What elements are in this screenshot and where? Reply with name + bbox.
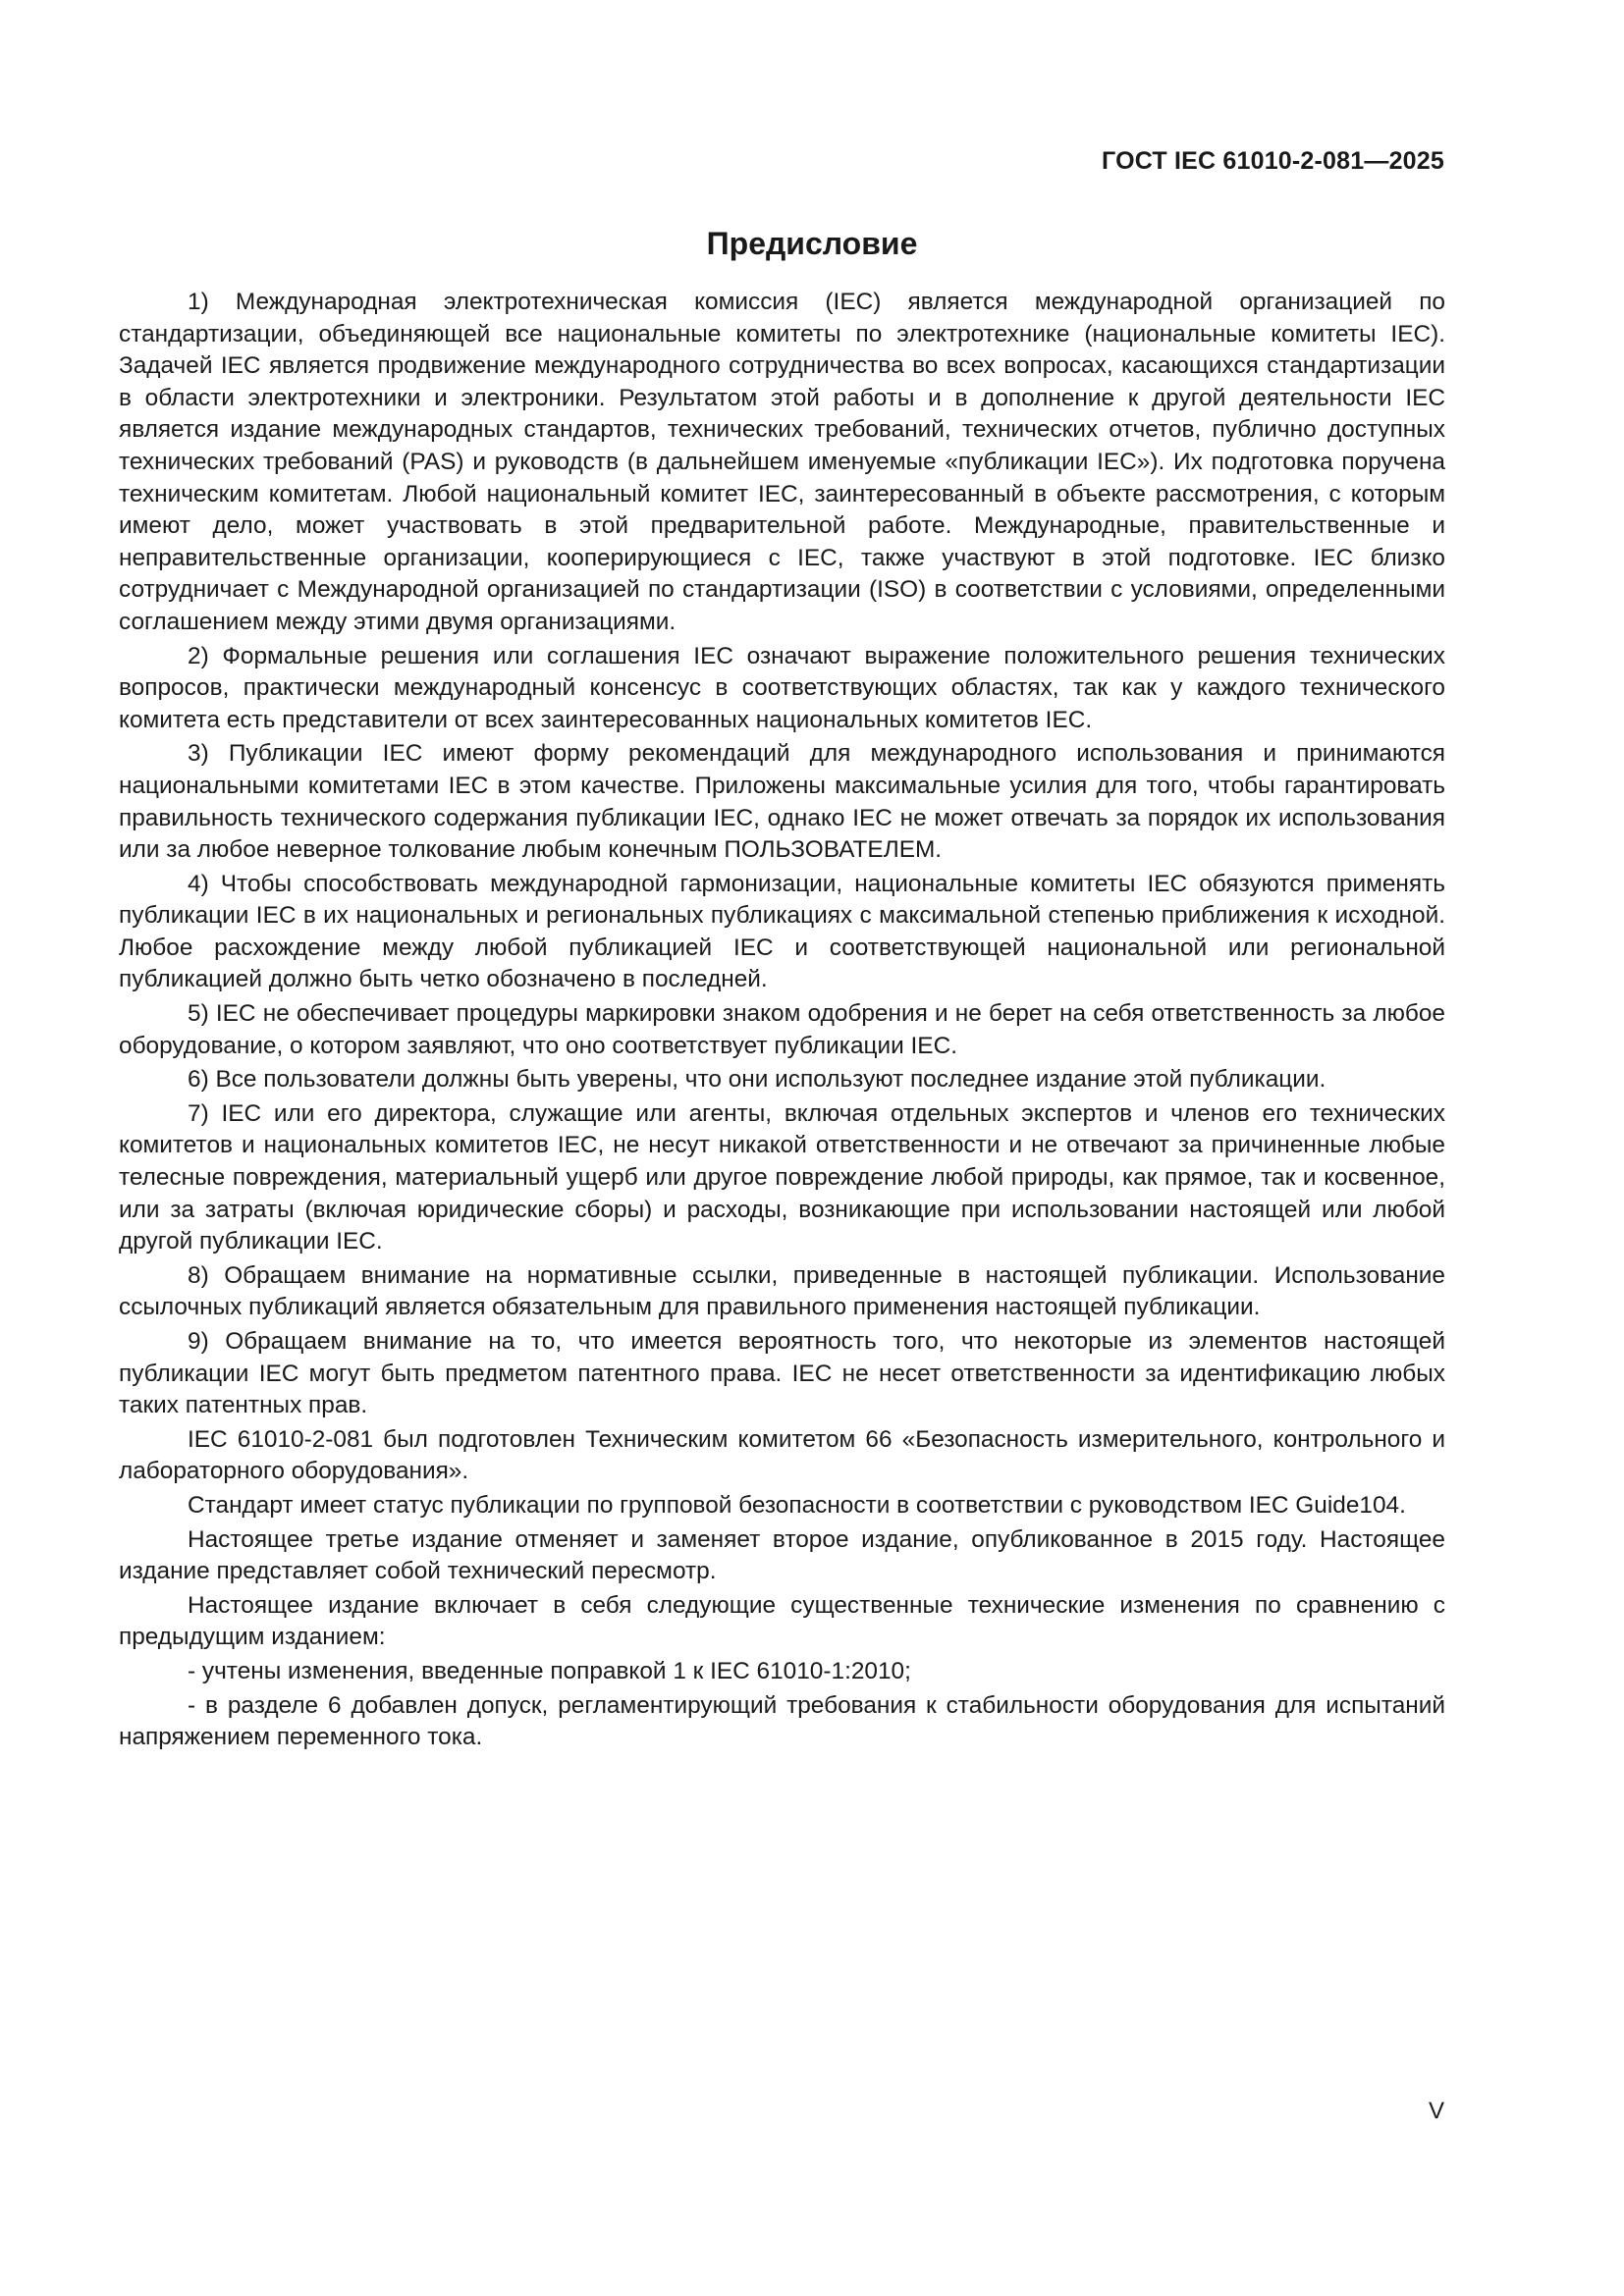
paragraph-changes-intro: Настоящее издание включает в себя следующие существенные технические изменения по сравнению с предыдущим изданием: bbox=[119, 1591, 1445, 1651]
page-title: Предисловие bbox=[706, 226, 918, 261]
paragraph-5: 5) IEC не обеспечивает процедуры маркировки знаком одобрения и не берет на себя ответственность за любое оборудование, о котором заявляют, что оно соответствует публикации IEC. bbox=[119, 1000, 1445, 1059]
paragraph-6: 6) Все пользователи должны быть уверены, что они используют последнее издание этой публикации. bbox=[188, 1066, 1326, 1094]
paragraph-8: 8) Обращаем внимание на нормативные ссылки, приведенные в настоящей публикации. Использование ссылочных публикаций является обязательным для правильного применения настоящей публикации. bbox=[119, 1261, 1445, 1321]
list-item-change-2: - в разделе 6 добавлен допуск, регламентирующий требования к стабильности оборудования для испытаний напряжением переменного тока. bbox=[119, 1691, 1445, 1751]
paragraph-4: 4) Чтобы способствовать международной гармонизации, национальные комитеты IEC обязуются применять публикации IEC в их национальных и региональных публикациях с максимальной степенью приближения к исходной. Любое расхождение между любой публикацией IEC и соответствующей национальной или региональной публикацией должно быть четко обозначено в последней. bbox=[119, 870, 1445, 993]
list-item-change-1: - учтены изменения, введенные поправкой 1 к IEC 61010-1:2010; bbox=[188, 1657, 911, 1684]
paragraph-9: 9) Обращаем внимание на то, что имеется вероятность того, что некоторые из элементов настоящей публикации IEC могут быть предметом патентного права. IEC не несет ответственности за идентификацию любых таких патентных прав. bbox=[119, 1328, 1445, 1419]
paragraph-1: 1) Международная электротехническая комиссия (IEC) является международной организацией по стандартизации, объединяющей все национальные комитеты по электротехнике (национальные комитеты IEC). Задачей IEC является продвижение международного сотрудничества во всех вопросах, касающихся стандартизации в области электротехники и электроники. Результатом этой работы и в дополнение к другой деятельности IEC является издание международных стандартов, технических требований, технических отчетов, публично доступных технических требований (PAS) и руководств (в дальнейшем именуемые «публикации IEC»). Их подготовка поручена техническим комитетам. Любой национальный комитет IEC, заинтересованный в объекте рассмотрения, с которым имеют дело, может участвовать в этой предварительной работе. Международные, правительственные и неправительственные организации, кооперирующиеся с IEC, также участвуют в этой подготовке. IEC близко сотрудничает с Международной организацией по стандартизации (ISO) в соответствии с условиями, определенными соглашением между этими двумя организациями. bbox=[119, 289, 1445, 635]
paragraph-2: 2) Формальные решения или соглашения IEC означают выражение положительного решения технических вопросов, практически международный консенсус в соответствующих областях, так как у каждого технического комитета есть представители от всех заинтересованных национальных комитетов IEC. bbox=[119, 642, 1445, 733]
paragraph-prepared-by: IEC 61010-2-081 был подготовлен Техническим комитетом 66 «Безопасность измерительного, контрольного и лабораторного оборудования». bbox=[119, 1425, 1445, 1485]
paragraph-3: 3) Публикации IEC имеют форму рекомендаций для международного использования и принимаются национальными комитетами IEC в этом качестве. Приложены максимальные усилия для того, чтобы гарантировать правильность технического содержания публикации IEC, однако IEC не может отвечать за порядок их использования или за любое неверное толкование любым конечным ПОЛЬЗОВАТЕЛЕМ. bbox=[119, 740, 1445, 864]
standard-code-header: ГОСТ IEC 61010-2-081—2025 bbox=[1102, 147, 1444, 175]
page-number: V bbox=[1428, 2098, 1444, 2124]
document-body bbox=[119, 287, 1445, 1756]
paragraph-7: 7) IEC или его директора, служащие или агенты, включая отдельных экспертов и членов его технических комитетов и национальных комитетов IEC, не несут никакой ответственности и не отвечают за причиненные любые телесные повреждения, материальный ущерб или другое повреждение любой природы, как прямое, так и косвенное, или за затраты (включая юридические сборы) и расходы, возникающие при использовании настоящей или любой другой публикации IEC. bbox=[119, 1099, 1445, 1255]
paragraph-edition: Настоящее третье издание отменяет и заменяет второе издание, опубликованное в 2015 году. Настоящее издание представляет собой технический пересмотр. bbox=[119, 1525, 1445, 1585]
paragraph-status: Стандарт имеет статус публикации по групповой безопасности в соответствии с руководством IEC Guide104. bbox=[188, 1491, 1406, 1519]
